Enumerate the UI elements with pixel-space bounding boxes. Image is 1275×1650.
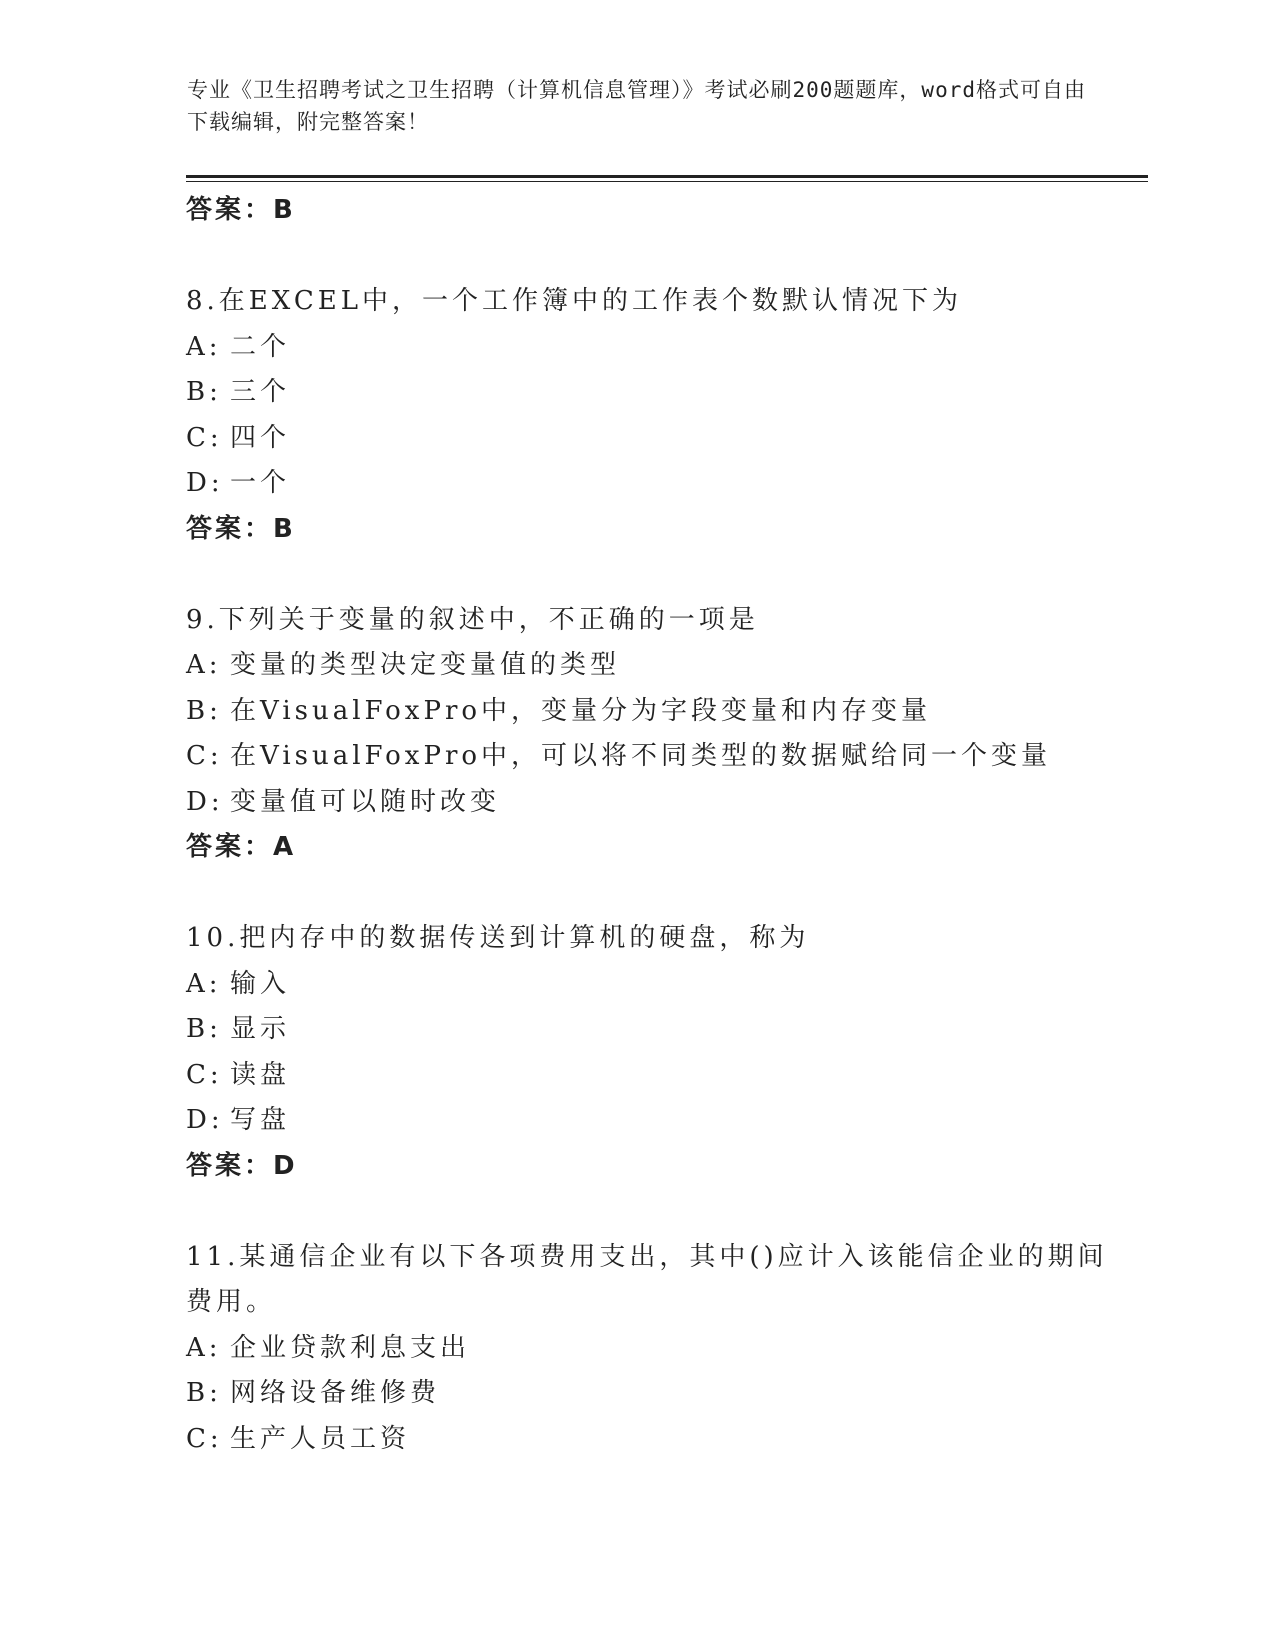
- answer: 答案：D: [186, 1150, 298, 1181]
- spacer: [186, 234, 1086, 280]
- option-key: A:: [186, 968, 222, 999]
- option-c: [186, 1417, 1086, 1463]
- option-b: [186, 689, 1086, 735]
- option-key: C:: [186, 422, 223, 453]
- answer: 答案：A: [186, 832, 297, 862]
- option-a: [186, 643, 1086, 689]
- option-b: [186, 1371, 1086, 1417]
- question-block: [186, 598, 1086, 871]
- spacer: [186, 1189, 1086, 1235]
- question-stem: 9.下列关于变量的叙述中，不正确的一项是: [186, 604, 759, 635]
- option-text: 读盘: [230, 1059, 291, 1090]
- option-text: 写盘: [230, 1105, 291, 1135]
- option-a: [186, 1326, 1086, 1372]
- question-stem: 8.在EXCEL中，一个工作簿中的工作表个数默认情况下为: [186, 286, 962, 316]
- option-c: [186, 416, 1086, 462]
- option-key: B:: [186, 377, 222, 407]
- option-key: D:: [186, 1105, 224, 1135]
- header-rule-thick: [186, 175, 1148, 178]
- option-key: B:: [186, 1378, 222, 1408]
- option-key: B:: [186, 695, 222, 726]
- answer: 答案：B: [186, 513, 296, 544]
- option-d: [186, 780, 1086, 826]
- option-d: [186, 1098, 1086, 1144]
- option-key: C:: [186, 1059, 223, 1090]
- option-key: A:: [186, 1332, 222, 1363]
- question-block: [186, 1235, 1108, 1463]
- document-header: 专业《卫生招聘考试之卫生招聘（计算机信息管理）》考试必刷200题题库，word格式可自由下载编辑，附完整答案！: [187, 78, 1086, 134]
- question-block: [186, 916, 1086, 1189]
- option-a: [186, 962, 1086, 1008]
- question-content: [186, 188, 1108, 1462]
- header-rule-thin: [186, 181, 1148, 182]
- spacer: [186, 552, 1086, 598]
- option-key: A:: [186, 650, 222, 680]
- option-key: C:: [186, 1423, 223, 1454]
- option-text: 企业贷款利息支出: [230, 1332, 471, 1363]
- option-b: [186, 370, 1086, 416]
- option-c: [186, 734, 1086, 780]
- option-text: 二个: [230, 331, 291, 362]
- option-key: A:: [186, 331, 222, 362]
- question-stem: 11.某通信企业有以下各项费用支出，其中()应计入该能信企业的期间: [186, 1241, 1108, 1272]
- option-key: B:: [186, 1014, 222, 1044]
- option-c: [186, 1053, 1086, 1099]
- option-text: 网络设备维修费: [230, 1378, 441, 1408]
- option-text: 一个: [230, 468, 291, 498]
- option-text: 生产人员工资: [230, 1423, 411, 1454]
- option-key: D:: [186, 468, 224, 498]
- option-text: 输入: [230, 968, 291, 999]
- option-d: [186, 461, 1086, 507]
- option-text: 变量值可以随时改变: [230, 786, 501, 817]
- previous-answer: 答案：B: [186, 195, 296, 225]
- option-b: [186, 1007, 1086, 1053]
- question-stem: 10.把内存中的数据传送到计算机的硬盘，称为: [186, 923, 810, 953]
- spacer: [186, 871, 1086, 917]
- option-text: 在VisualFoxPro中，可以将不同类型的数据赋给同一个变量: [230, 741, 1052, 771]
- option-text: 四个: [230, 422, 291, 453]
- question-block: [186, 279, 1086, 552]
- option-text: 三个: [230, 377, 291, 407]
- option-text: 变量的类型决定变量值的类型: [230, 650, 621, 680]
- option-text: 在VisualFoxPro中，变量分为字段变量和内存变量: [230, 695, 932, 726]
- option-key: C:: [186, 741, 223, 771]
- option-key: D:: [186, 786, 224, 817]
- question-stem-continued: 费用。: [186, 1287, 277, 1317]
- option-text: 显示: [230, 1014, 291, 1044]
- option-a: [186, 325, 1086, 371]
